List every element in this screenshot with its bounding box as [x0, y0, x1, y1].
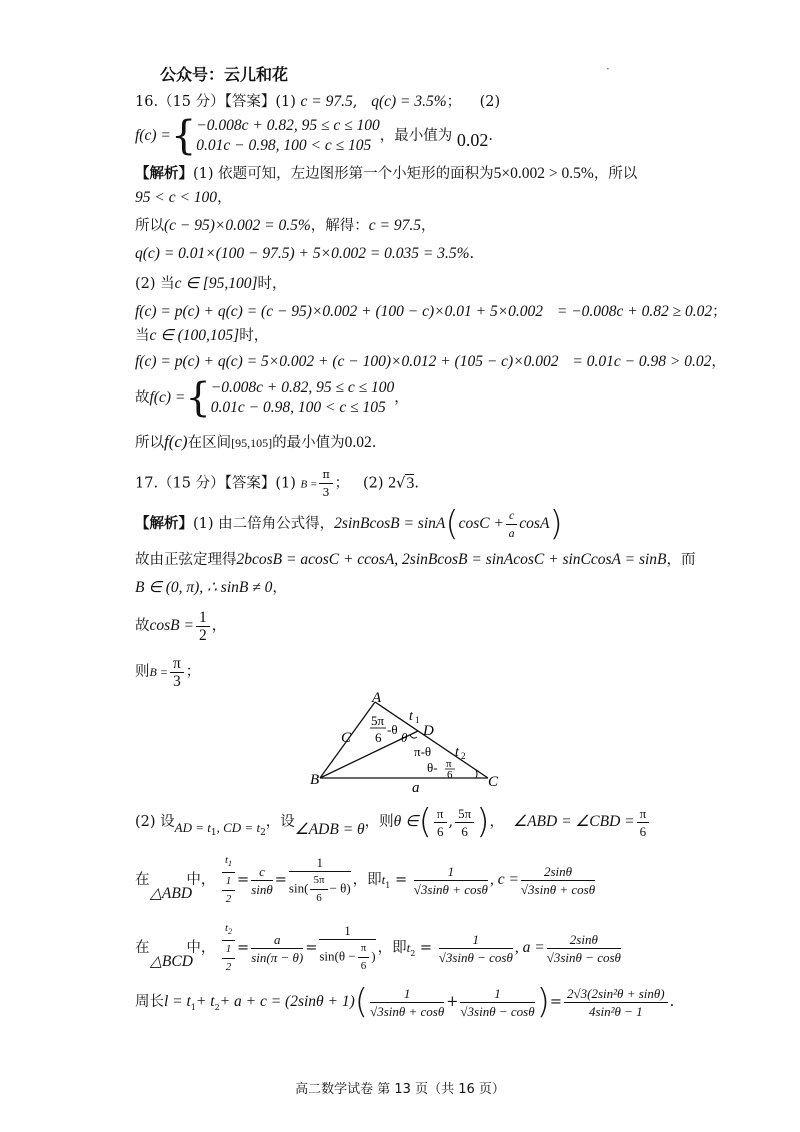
- ABD-c: c: [251, 863, 273, 881]
- q17-head: 17.（15 分）【答案】: [135, 475, 276, 492]
- angle-theta: θ: [401, 730, 408, 745]
- q16-gu-piecewise: 故f(c) ={ −0.008c + 0.82, 95 ≤ c ≤ 100 0.01c − 0.98, 100 < c ≤ 105 ，: [135, 375, 409, 421]
- q17-j1-c: c: [506, 507, 517, 525]
- p3-f: f(c) = p(c) + q(c) = 5×0.002 + (c − 100)×0.012 + (105 − c)×0.002: [135, 353, 559, 370]
- q16-ans2-prefix: (2): [479, 94, 501, 110]
- label-B: B: [310, 772, 320, 788]
- q16-head: 16.（15 分）【答案】: [135, 94, 276, 110]
- ans-pi: π: [319, 466, 332, 484]
- set-angle: ∠ADB = θ: [294, 821, 365, 838]
- piece-fc: f(c) =: [135, 127, 171, 144]
- q16-q-line: [135, 244, 474, 264]
- so-math: (c − 95)×0.002 = 0.5%: [164, 217, 311, 234]
- set-eq-pi: π: [637, 805, 650, 823]
- a-res-num: 2sinθ: [547, 931, 621, 949]
- set-six-b: 6: [461, 823, 468, 839]
- label-t1: t: [409, 709, 413, 724]
- jiexi-label: 【解析】: [135, 165, 193, 182]
- p3-range: c ∈ (100,105]: [149, 327, 240, 344]
- q16-solve-line: [135, 216, 435, 236]
- set-six-a: 6: [436, 823, 444, 839]
- perim-rest: + a + c = (2sinθ + 1): [219, 993, 355, 1010]
- set-mid: ，设: [265, 814, 295, 830]
- so-mid: ，解得：: [310, 218, 369, 234]
- concl-end: .: [371, 435, 377, 451]
- ans-three: 3: [322, 486, 330, 499]
- tri-ABD: △ABD: [150, 885, 193, 902]
- t2-eq: t: [406, 940, 411, 956]
- BCD-a: a: [251, 931, 303, 949]
- law-end: ，而: [666, 552, 696, 568]
- set-pi: π: [434, 805, 447, 823]
- min-text: ，最小值为: [379, 128, 453, 144]
- q16-jiexi-1: [135, 164, 637, 184]
- q17-law-line: [135, 550, 696, 570]
- angle-pi-small: π: [446, 758, 452, 770]
- page-footer: 高二数学试卷 第 13 页（共 16 页）: [295, 1082, 505, 1097]
- ji-2: ，即: [377, 940, 407, 957]
- t1-res-den: 3sinθ + cosθ: [420, 881, 488, 897]
- law-math: 2bcosB = acosC + ccosA, 2sinBcosB = sinAcosC + sinCcosA = sinB: [236, 551, 667, 568]
- ABD-one: 1: [289, 854, 351, 872]
- triangle-figure: [310, 690, 510, 800]
- q17-ans1-B: B =: [300, 478, 318, 491]
- a-eq: , a =: [514, 939, 545, 957]
- c-res-num: 2sinθ: [521, 863, 595, 881]
- q16-f-line-2: [135, 352, 726, 372]
- q17-jiexi-1: 【解析】(1) 由二倍角公式得，2sinBcosB = sinA(cosC + $\frac{c}{a}$ cosA): [135, 504, 563, 544]
- concl-interval: [95,105]: [231, 436, 273, 450]
- concl-1: 所以: [135, 435, 164, 451]
- tri-BCD-label: [150, 952, 193, 972]
- ABD-half-1: 1: [222, 873, 235, 891]
- BCD-t2: t: [224, 922, 229, 934]
- cos-lhs: cosB =: [149, 617, 194, 634]
- q17-jiexi-label: 【解析】: [135, 515, 193, 532]
- BCD-pi: π: [358, 940, 370, 958]
- label-t2: t: [455, 745, 459, 760]
- B-range: B ∈ (0, π), ∴ sinB ≠ 0: [135, 579, 273, 596]
- q-math: q(c) = 0.01×(100 − 97.5) + 5×0.002 = 0.035 = 3.5%: [135, 245, 470, 262]
- q16-ans1-prefix: (1): [275, 94, 301, 110]
- label-A: A: [372, 690, 382, 706]
- t2-eq-sub: 2: [410, 948, 416, 958]
- min-end: .: [488, 128, 493, 144]
- gu-label: 故: [135, 390, 150, 406]
- angle-theta-minus: θ-: [427, 760, 438, 775]
- BCD-half-1: 1: [222, 941, 235, 959]
- ABD-sin: sinθ: [251, 881, 273, 897]
- q16-range-line: [135, 188, 232, 208]
- q17-j1-math: 2sinBcosB = sinA: [334, 515, 446, 532]
- BCD-six: 6: [360, 959, 367, 972]
- cos-one: 1: [196, 609, 210, 627]
- set-CD: , CD = t: [216, 820, 261, 835]
- angle-A-num: 5π: [371, 713, 385, 728]
- p3-when: 时，: [239, 328, 269, 344]
- angle-six: 6: [447, 769, 453, 781]
- set-theta: θ ∈: [393, 813, 419, 830]
- tri-ABD-label: [150, 884, 192, 904]
- q17-ans2-sqrt: 3: [406, 474, 415, 492]
- perim-label: 周长: [135, 994, 164, 1010]
- a-res-den: 3sinθ − cosθ: [553, 949, 621, 965]
- min-value: 0.02: [456, 130, 489, 150]
- BCD-half-2: 2: [225, 961, 232, 974]
- set-CD-sub: 2: [260, 828, 266, 838]
- perim-f1-num: 1: [370, 985, 444, 1003]
- watermark: 公众号：云儿和花: [160, 65, 289, 84]
- law-prefix: 故由正弦定理得: [135, 552, 237, 568]
- p3-f-res: = 0.01c − 0.98 > 0.02: [572, 353, 712, 370]
- ABD-sin-open: sin: [288, 880, 305, 896]
- q17-j1-in1: cosC +: [458, 515, 504, 532]
- set-comma: ，: [489, 814, 504, 830]
- cos-end: ，: [211, 618, 227, 634]
- gu-end: ，: [394, 390, 409, 406]
- gu-row-1: −0.008c + 0.82, 95 ≤ c ≤ 100: [210, 379, 395, 396]
- p2-when: 时，: [257, 276, 287, 292]
- p2-f-res: = −0.008c + 0.82 ≥ 0.02: [556, 303, 713, 320]
- concl-2: 在区间: [187, 435, 232, 451]
- jiexi-1-math: 5×0.002 > 0.5%: [493, 165, 594, 182]
- corner-dot: ·: [606, 62, 610, 76]
- perim-plus: + t: [195, 993, 215, 1010]
- q17-ans2-end: .: [414, 475, 420, 492]
- B-range-end: ，: [272, 580, 287, 596]
- q17-then-line: [135, 652, 200, 692]
- q17-j1-a: a: [508, 525, 515, 540]
- BCD-sin-pi: sin(π − θ): [251, 949, 304, 965]
- t1-res-num: 1: [414, 863, 488, 881]
- q17-ans2-val: 2: [388, 474, 397, 492]
- ABD-t1-sub: 1: [228, 859, 233, 869]
- label-t1-sub: 1: [415, 715, 420, 725]
- zhong-2: 中，: [186, 940, 216, 957]
- p2-f-end: ；: [712, 304, 727, 320]
- range-95: 95 < c < 100: [135, 189, 218, 206]
- q17-cos-line: [135, 606, 226, 646]
- then-pi: π: [170, 655, 184, 673]
- q17-answer-line: 17.（15 分）【答案】(1) B = $\frac{\pi}{3}$ ； (2) 2√3.: [135, 468, 420, 499]
- q17-BCD-line: 在 中， $t_2$ 1 2 = $\frac{a}{\sin(\pi - \theta)}$ = 1 sin(θ − $\frac{\pi}{6}$ ) ，即$t_2$ = $\frac{1}{√3\sin\theta - \cos\theta}$ , a = $\frac{2\sin\theta}{√3\sin\theta - \cos\theta}$: [135, 920, 623, 976]
- set-fivepi: 5π: [455, 805, 474, 823]
- q17-perimeter-line: 周长$l = t_1+ t_2+ a + c = (2\sin\theta + 1)$( $\frac{1}{√3\sin\theta + \cos\theta}$ + $\frac{1}{√3\sin\theta - \cos\theta}$ )= $\frac{\text{2√3(2sin²θ + sinθ)}}{\text{4sin²θ − 1}}$ .: [135, 982, 675, 1022]
- q17-ABD-line: 在 中， $t_1$ 1 2 = $\frac{c}{\sin\theta}$ = 1 sin( $\frac{5\pi}{6}$ − θ) ，即$t_1$ = $\frac{1}{√3\sin\theta + \cos\theta}$ , c = $\frac{2\sin\theta}{√3\sin\theta + \cos\theta}$: [135, 852, 597, 908]
- label-side-a: a: [412, 780, 420, 796]
- jiexi-1-tail: ，所以: [593, 166, 638, 182]
- perim-sub1: 1: [190, 1002, 196, 1012]
- q17-set-line: (2) 设AD = $t_1$, CD = $t_2$，设∠ADB = θ，则θ ∈( $\frac{\pi}{6}$ , $\frac{5\pi}{6}$ )， ∠ABD = ∠CBD = $\frac{\pi}{6}$: [135, 802, 651, 844]
- perim-res-c: (2sin²θ + sinθ): [587, 985, 665, 1001]
- cos-prefix: 故: [135, 618, 150, 634]
- concl-3: 的最小值为: [272, 435, 345, 451]
- tri-BCD: △BCD: [150, 953, 193, 970]
- angle-mark-D: [410, 735, 417, 738]
- q16-sep: ；: [446, 94, 462, 110]
- BCD-theta-minus: θ −: [338, 948, 356, 964]
- piece-row-1: −0.008c + 0.82, 95 ≤ c ≤ 100: [196, 117, 380, 134]
- range-95-end: ，: [217, 190, 232, 206]
- q16-ans-c: c = 97.5: [300, 93, 353, 110]
- in-label-1: 在: [135, 872, 150, 889]
- q17-j1-in2: cosA: [519, 515, 550, 532]
- p2-label: (2) 当: [135, 276, 175, 292]
- ABD-six: 6: [316, 891, 322, 904]
- BCD-one: 1: [319, 922, 375, 940]
- c-res-den: 3sinθ + cosθ: [528, 881, 596, 897]
- c-eq: , c =: [489, 871, 519, 889]
- so-label: 所以: [135, 218, 164, 234]
- angle-mark-C: [476, 770, 477, 778]
- set-then: ，则: [364, 814, 394, 830]
- perim-l: l = t: [164, 993, 191, 1010]
- label-side-c: C: [341, 730, 352, 746]
- so-end: ，: [420, 218, 436, 234]
- ABD-fivepi: 5π: [310, 872, 327, 890]
- then-three: 3: [172, 672, 181, 690]
- in-label-2: 在: [135, 940, 150, 957]
- q16-answer-line: 16.（15 分）【答案】(1) c = 97.5, q(c) = 3.5%； (2): [135, 93, 501, 110]
- concl-fc: f(c): [164, 432, 188, 451]
- q16-piecewise-answer: f(c) ={ −0.008c + 0.82, 95 ≤ c ≤ 100 0.01c − 0.98, 100 < c ≤ 105 ，最小值为 0.02.: [135, 113, 493, 159]
- then-end: ；: [185, 664, 201, 680]
- perim-f2-den: 3sinθ − cosθ: [467, 1003, 535, 1019]
- q17-j1: (1) 由二倍角公式得，: [193, 516, 335, 532]
- perim-end: .: [669, 994, 675, 1010]
- t1-eq: t: [381, 872, 386, 888]
- gu-row-2: 0.01c − 0.98, 100 < c ≤ 105: [210, 399, 386, 416]
- cos-two: 2: [198, 626, 207, 644]
- label-D: D: [423, 723, 434, 739]
- p3-label: 当: [135, 328, 150, 344]
- t1-eq-sub: 1: [385, 880, 391, 890]
- perim-res-den: 4sin²θ − 1: [588, 1003, 643, 1019]
- perim-res-a: 2: [567, 985, 574, 1001]
- piece-row-2: 0.01c − 0.98, 100 < c ≤ 105: [196, 137, 372, 154]
- perim-sub2: 2: [214, 1002, 220, 1012]
- t2-res-den: 3sinθ − cosθ: [445, 949, 513, 965]
- gu-fc: f(c) =: [149, 389, 186, 406]
- label-t2-sub: 2: [461, 751, 466, 761]
- ABD-half-2: 2: [225, 893, 232, 906]
- p3-f-end: ，: [711, 354, 726, 370]
- BCD-t2-sub: 2: [228, 927, 233, 937]
- perim-f2-num: 1: [460, 985, 534, 1003]
- q16-f-line-1: [135, 302, 727, 322]
- ABD-minus: − θ: [329, 880, 347, 896]
- q17-ans1: (1): [275, 475, 296, 492]
- concl-val: 0.02: [344, 434, 372, 451]
- label-C: C: [488, 774, 499, 790]
- q17-ans1-end: ；: [334, 475, 350, 492]
- set-eq-six: 6: [639, 823, 647, 839]
- p2-f: f(c) = p(c) + q(c) = (c − 95)×0.002 + (100 − c)×0.01 + 5×0.002: [135, 303, 544, 320]
- set-label: (2) 设: [135, 814, 175, 830]
- q17-ans2: (2): [363, 475, 384, 492]
- q17-B-range: [135, 578, 287, 598]
- ji-1: ，即: [352, 872, 382, 889]
- so-c: c = 97.5: [368, 217, 421, 234]
- t2-res-num: 1: [439, 931, 513, 949]
- perim-f1-den: 3sinθ + cosθ: [377, 1003, 445, 1019]
- ABD-t1: t: [224, 854, 229, 866]
- perim-res-b: 3: [580, 985, 588, 1001]
- angle-pi-minus-theta: π-θ: [414, 744, 432, 759]
- q16-part3-line: [135, 326, 268, 346]
- set-AD-sub: 1: [210, 828, 217, 838]
- BCD-sin-open: sin: [319, 948, 335, 964]
- q16-part2-line: [135, 274, 286, 294]
- jiexi-1-text: (1) 依题可知，左边图形第一个小矩形的面积为: [193, 166, 494, 182]
- set-eq: ∠ABD = ∠CBD =: [513, 813, 635, 830]
- angle-A-den: 6: [375, 730, 382, 745]
- q16-conclusion: [135, 432, 376, 453]
- then-label: 则: [135, 664, 150, 680]
- p2-range: c ∈ [95,100]: [174, 275, 258, 292]
- zhong-1: 中，: [186, 872, 216, 889]
- perim-eq: =: [549, 994, 563, 1010]
- set-AD: AD = t: [174, 820, 211, 835]
- q-end: .: [469, 246, 475, 262]
- then-B: B =: [149, 665, 168, 679]
- angle-A-rest: -θ: [387, 722, 398, 737]
- q16-ans-q: q(c) = 3.5%: [371, 93, 447, 110]
